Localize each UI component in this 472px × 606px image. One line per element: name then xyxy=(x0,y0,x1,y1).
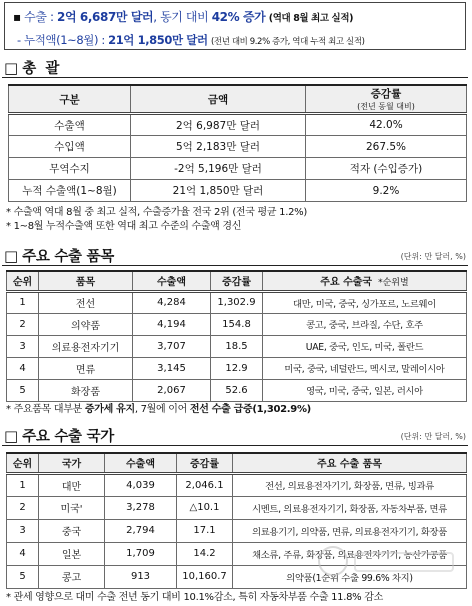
cell-rate: 적자 (수입증가) xyxy=(306,158,467,180)
cell-destinations: 미국, 중국, 네덜란드, 멕시코, 말레이시아 xyxy=(263,357,467,379)
cell-rank: 1 xyxy=(7,291,39,313)
section-heading-items xyxy=(2,245,468,266)
watermark-logo-icon xyxy=(318,546,348,576)
table-row xyxy=(7,335,467,357)
col-header-destinations-sub: *순위별 xyxy=(378,278,409,289)
section-heading-countries xyxy=(2,425,468,446)
square-marker-icon: □ xyxy=(4,427,19,445)
summary-dash: - xyxy=(17,33,25,47)
cell-products: 전선, 의료용전자기기, 화장품, 면류, 빙과류 xyxy=(233,473,467,496)
col-header-country: 국가 xyxy=(39,453,105,473)
cell-exports: 2,067 xyxy=(133,379,211,401)
cell-rank: 1 xyxy=(7,473,39,496)
table-row xyxy=(7,291,467,313)
summary-box xyxy=(4,2,466,50)
cell-amount: 5억 2,183만 달러 xyxy=(131,136,306,158)
cell-amount: 21억 1,850만 달러 xyxy=(131,180,306,202)
section-title-countries: 주요 수출 국가 xyxy=(22,429,114,445)
cell-amount: 2억 6,987만 달러 xyxy=(131,114,306,136)
items-note-bold-2: 전선 수출 급증(1,302.9%) xyxy=(189,404,311,415)
cell-rate: 52.6 xyxy=(211,379,263,401)
items-note-prefix: * 주요품목 대부분 xyxy=(6,404,85,415)
table-row xyxy=(7,473,467,496)
col-header-rate: 증감률 xyxy=(177,453,233,473)
cell-item: 전선 xyxy=(39,291,133,313)
cell-products: 채소류, 주류, 화장품, 의료용전자기기, 농산가공품 xyxy=(233,542,467,565)
col-header-exports: 수출액 xyxy=(133,271,211,291)
bullet-icon: ▪ xyxy=(13,10,21,24)
cell-rank: 5 xyxy=(7,379,39,401)
items-note-mid: , 7월에 이어 xyxy=(134,404,190,415)
cell-exports: 2,794 xyxy=(105,519,177,542)
cell-products: 시멘트, 의료용전자기기, 화장품, 자동차부품, 면류 xyxy=(233,496,467,519)
col-header-rank: 순위 xyxy=(7,271,39,291)
col-header-item: 품목 xyxy=(39,271,133,291)
cell-rank: 5 xyxy=(7,565,39,588)
cell-item: 면류 xyxy=(39,357,133,379)
summary-cumulative-note: (전년 대비 9.2% 증가, 역대 누적 최고 실적) xyxy=(210,37,365,47)
summary-cumulative-amount: 21억 1,850만 달러 xyxy=(108,33,208,47)
summary-cumulative-label: 누적액(1~8월) : xyxy=(24,33,109,47)
summary-exports-note: (역대 8월 최고 실적) xyxy=(268,13,354,24)
summary-exports-label: 수출 : xyxy=(24,10,58,24)
overview-note-1: * 수출액 역대 8월 중 최고 실적, 수출증가율 전국 2위 (전국 평균 1.2%) xyxy=(6,207,307,218)
col-header-exports: 수출액 xyxy=(105,453,177,473)
cell-rate: 267.5% xyxy=(306,136,467,158)
items-table xyxy=(6,270,467,402)
col-header-rate: 증감률 xyxy=(211,271,263,291)
cell-item: 의약품 xyxy=(39,313,133,335)
cell-rate: 12.9 xyxy=(211,357,263,379)
col-header-destinations xyxy=(263,271,467,291)
cell-rate: 154.8 xyxy=(211,313,263,335)
section-heading-overview xyxy=(2,57,468,78)
cell-destinations: UAE, 중국, 인도, 미국, 폴란드 xyxy=(263,335,467,357)
section-title-items: 주요 수출 품목 xyxy=(22,249,114,265)
cell-rank: 4 xyxy=(7,542,39,565)
overview-header-row xyxy=(9,85,467,114)
square-marker-icon: □ xyxy=(4,247,19,265)
cell-item: 의료용전자기기 xyxy=(39,335,133,357)
col-header-products: 주요 수출 품목 xyxy=(233,453,467,473)
cell-rate: 1,302.9 xyxy=(211,291,263,313)
cell-rate: △10.1 xyxy=(177,496,233,519)
items-note-bold-1: 증가세 유지 xyxy=(84,404,135,415)
cell-rank: 3 xyxy=(7,519,39,542)
cell-products: 의약품(1순위 수출 99.6% 차지) xyxy=(233,565,467,588)
cell-amount: -2억 5,196만 달러 xyxy=(131,158,306,180)
cell-rank: 2 xyxy=(7,313,39,335)
cell-country: 대만 xyxy=(39,473,105,496)
overview-table xyxy=(8,84,467,202)
items-note xyxy=(6,403,311,417)
cell-category: 누적 수출액(1~8월) xyxy=(9,180,131,202)
table-row xyxy=(7,496,467,519)
cell-exports: 3,707 xyxy=(133,335,211,357)
cell-exports: 4,194 xyxy=(133,313,211,335)
cell-rate: 14.2 xyxy=(177,542,233,565)
table-row xyxy=(7,357,467,379)
cell-exports: 4,039 xyxy=(105,473,177,496)
watermark-frame xyxy=(354,552,454,572)
cell-products: 의료용기기, 의약품, 면류, 의료용전자기기, 화장품 xyxy=(233,519,467,542)
col-header-rate xyxy=(306,85,467,114)
cell-destinations: 영국, 미국, 중국, 일본, 러시아 xyxy=(263,379,467,401)
col-header-rate-label: 증감률 xyxy=(370,88,402,100)
col-header-amount: 금액 xyxy=(131,85,306,114)
table-row xyxy=(7,379,467,401)
cell-rate: 10,160.7 xyxy=(177,565,233,588)
summary-line-cumulative xyxy=(17,32,365,48)
cell-rank: 4 xyxy=(7,357,39,379)
cell-category: 수입액 xyxy=(9,136,131,158)
cell-exports: 1,709 xyxy=(105,542,177,565)
overview-note-2: * 1~8월 누적수출액 또한 역대 최고 수준의 수출액 경신 xyxy=(6,221,242,232)
cell-rate: 17.1 xyxy=(177,519,233,542)
table-row xyxy=(7,519,467,542)
countries-note: * 관세 영향으로 대미 수출 전년 동기 대비 10.1%감소, 특히 자동차부품 수출 11.8% 감소 xyxy=(6,592,383,603)
cell-country: 미국' xyxy=(39,496,105,519)
col-header-category: 구분 xyxy=(9,85,131,114)
cell-rate: 9.2% xyxy=(306,180,467,202)
section-title-overview: 총 괄 xyxy=(22,61,60,77)
cell-country: 일본 xyxy=(39,542,105,565)
unit-label: (단위: 만 달러, %) xyxy=(400,432,466,441)
cell-category: 수출액 xyxy=(9,114,131,136)
col-header-rate-sub: (전년 동월 대비) xyxy=(357,102,415,111)
cell-country: 중국 xyxy=(39,519,105,542)
cell-item: 화장품 xyxy=(39,379,133,401)
cell-rate: 18.5 xyxy=(211,335,263,357)
cell-destinations: 대만, 미국, 중국, 싱가포르, 노르웨이 xyxy=(263,291,467,313)
summary-exports-growth: 42% 증가 xyxy=(211,10,266,24)
summary-exports-mid: , 동기 대비 xyxy=(153,10,212,24)
cell-country: 콩고 xyxy=(39,565,105,588)
summary-line-exports xyxy=(13,8,353,25)
table-row xyxy=(7,313,467,335)
cell-rank: 2 xyxy=(7,496,39,519)
table-row xyxy=(9,114,467,136)
cell-destinations: 콩고, 중국, 브라질, 수단, 호주 xyxy=(263,313,467,335)
table-row xyxy=(9,158,467,180)
cell-exports: 3,278 xyxy=(105,496,177,519)
cell-rank: 3 xyxy=(7,335,39,357)
table-row xyxy=(9,136,467,158)
cell-exports: 3,145 xyxy=(133,357,211,379)
cell-exports: 913 xyxy=(105,565,177,588)
cell-exports: 4,284 xyxy=(133,291,211,313)
cell-rate: 2,046.1 xyxy=(177,473,233,496)
col-header-rank: 순위 xyxy=(7,453,39,473)
unit-label: (단위: 만 달러, %) xyxy=(400,252,466,261)
square-marker-icon: □ xyxy=(4,59,19,77)
col-header-destinations-label: 주요 수출국 xyxy=(320,277,373,289)
summary-exports-amount: 2억 6,687만 달러 xyxy=(57,10,154,24)
countries-header-row xyxy=(7,453,467,473)
items-header-row xyxy=(7,271,467,291)
table-row xyxy=(9,180,467,202)
cell-rate: 42.0% xyxy=(306,114,467,136)
cell-category: 무역수지 xyxy=(9,158,131,180)
